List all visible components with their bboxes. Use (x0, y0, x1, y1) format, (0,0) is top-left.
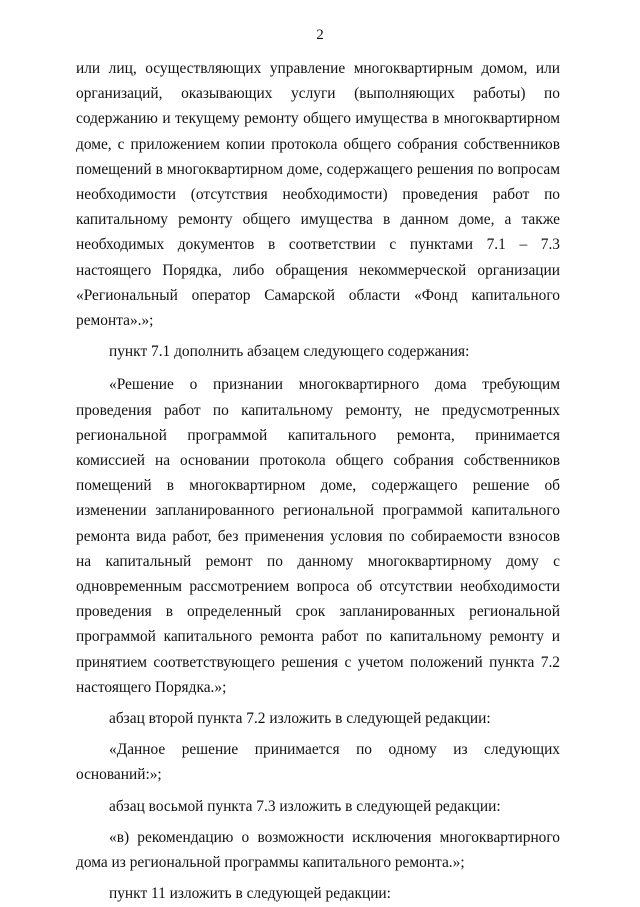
paragraph-quote-basis: «Данное решение принимается по одному из следующих оснований:»; (76, 741, 560, 784)
paragraph-amendment-7-1: пункт 7.1 дополнить абзацем следующего содержания: (109, 343, 470, 361)
page-number: 2 (316, 27, 324, 43)
paragraph-quote-recommendation: «в) рекомендацию о возможности исключения многоквартирного дома из региональной программы капитального ремонта.»; (76, 828, 560, 872)
paragraph-amendment-7-3: абзац восьмой пункта 7.3 изложить в следующей редакции: (109, 797, 501, 815)
paragraph-amendment-11: пункт 11 изложить в следующей редакции: (109, 885, 391, 903)
paragraph-quote-decision: «Решение о признании многоквартирного дома требующим проведения работ по капитальному ремонту, не предусмотренных региональной программой капитального ремонта, принимается комиссией на основании протокола общего собрания собственников помещений в многоквартирном доме, содержащего решение об изменении запланированного региональной программой капитального ремонта вида работ, без применения условия по собираемости взносов на капитальный ремонт по данному многоквартирному дому с одновременным рассмотрением вопроса об отсутствии необходимости проведения в определенный срок запланированных региональной программой капитального ремонта работ по капитальному ремонту и принятием соответствующего решения с учетом положений пункта 7.2 настоящего Порядка.»; (76, 376, 560, 696)
paragraph-continuation: или лиц, осуществляющих управление многоквартирным домом, или организаций, оказывающих услуги (выполняющих работы) по содержанию и текущему ремонту общего имущества в многоквартирном доме, с приложением копии протокола общего собрания собственников помещений в многоквартирном доме, содержащего решения по вопросам необходимости (отсутствия необходимости) проведения работ по капитальному ремонту общего имущества в данном доме, а также необходимых документов в соответствии с пунктами 7.1 – 7.3 настоящего Порядка, либо обращения некоммерческой организации «Региональный оператор Самарской области «Фонд капитального ремонта».»; (76, 60, 560, 330)
paragraph-amendment-7-2: абзац второй пункта 7.2 изложить в следующей редакции: (109, 710, 491, 728)
document-body (76, 56, 560, 907)
